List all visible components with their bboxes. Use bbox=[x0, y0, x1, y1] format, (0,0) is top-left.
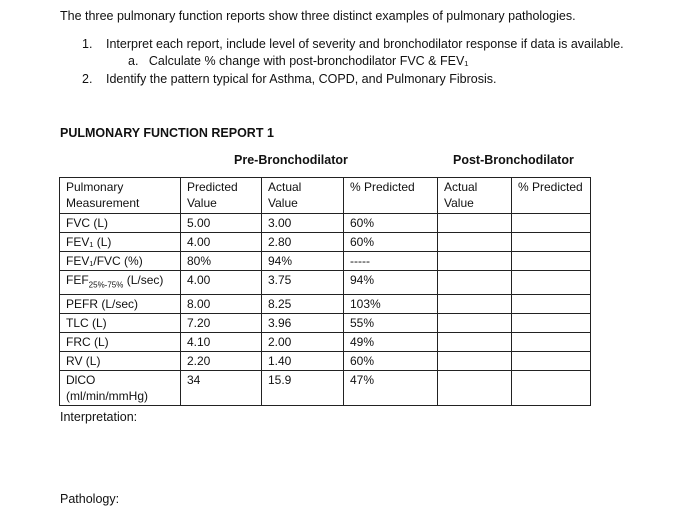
row-post-actual[interactable] bbox=[438, 214, 512, 233]
row-actual: 3.96 bbox=[262, 314, 344, 333]
report-title: PULMONARY FUNCTION REPORT 1 bbox=[60, 126, 274, 140]
table-row bbox=[60, 371, 591, 406]
table-row bbox=[60, 314, 591, 333]
row-predicted: 7.20 bbox=[181, 314, 262, 333]
question-1 bbox=[82, 37, 624, 51]
question-2 bbox=[82, 72, 496, 86]
row-predicted: 8.00 bbox=[181, 295, 262, 314]
post-bronchodilator-header: Post-Bronchodilator bbox=[453, 153, 574, 167]
row-post-actual[interactable] bbox=[438, 252, 512, 271]
question-1a bbox=[128, 54, 469, 68]
row-pct: 49% bbox=[344, 333, 438, 352]
header-post-actual: Actual Value bbox=[438, 178, 512, 214]
row-label: $FEF_{25\%-75\%}$ (L/sec) bbox=[60, 271, 181, 295]
row-actual: 2.80 bbox=[262, 233, 344, 252]
row-label: FEV₁/FVC (%) bbox=[60, 252, 181, 271]
table-row bbox=[60, 233, 591, 252]
row-post-pct[interactable] bbox=[512, 233, 591, 252]
row-pct: 55% bbox=[344, 314, 438, 333]
row-label: DlCO (ml/min/mmHg) bbox=[60, 371, 181, 406]
row-actual: 3.75 bbox=[262, 271, 344, 295]
row-post-pct[interactable] bbox=[512, 333, 591, 352]
row-predicted: 5.00 bbox=[181, 214, 262, 233]
question-1-text: Interpret each report, include level of severity and bronchodilator response if data is available. bbox=[106, 37, 624, 51]
row-actual: 1.40 bbox=[262, 352, 344, 371]
row-post-pct[interactable] bbox=[512, 214, 591, 233]
row-predicted: 4.10 bbox=[181, 333, 262, 352]
row-post-pct[interactable] bbox=[512, 295, 591, 314]
row-pct: 60% bbox=[344, 352, 438, 371]
row-predicted: 4.00 bbox=[181, 233, 262, 252]
row-predicted: 34 bbox=[181, 371, 262, 406]
header-post-pct-predicted: % Predicted bbox=[512, 178, 591, 214]
table-row bbox=[60, 295, 591, 314]
table-header-row bbox=[60, 178, 591, 214]
row-pct: 94% bbox=[344, 271, 438, 295]
table-row bbox=[60, 352, 591, 371]
row-post-pct[interactable] bbox=[512, 271, 591, 295]
row-pct: 47% bbox=[344, 371, 438, 406]
row-pct: ----- bbox=[344, 252, 438, 271]
row-predicted: 2.20 bbox=[181, 352, 262, 371]
interpretation-label: Interpretation: bbox=[60, 410, 138, 424]
header-pct-predicted: % Predicted bbox=[344, 178, 438, 214]
row-post-actual[interactable] bbox=[438, 233, 512, 252]
row-actual: 2.00 bbox=[262, 333, 344, 352]
table-row bbox=[60, 252, 591, 271]
row-actual: 15.9 bbox=[262, 371, 344, 406]
header-actual: Actual Value bbox=[262, 178, 344, 214]
header-measurement: Pulmonary Measurement bbox=[60, 178, 181, 214]
row-post-pct[interactable] bbox=[512, 352, 591, 371]
row-actual: 94% bbox=[262, 252, 344, 271]
question-1a-letter: a. bbox=[128, 54, 139, 68]
question-2-text: Identify the pattern typical for Asthma, COPD, and Pulmonary Fibrosis. bbox=[106, 72, 497, 86]
row-actual: 8.25 bbox=[262, 295, 344, 314]
row-post-pct[interactable] bbox=[512, 371, 591, 406]
row-post-actual[interactable] bbox=[438, 371, 512, 406]
question-1-number: 1. bbox=[82, 37, 93, 51]
row-post-actual[interactable] bbox=[438, 295, 512, 314]
row-pct: 60% bbox=[344, 214, 438, 233]
row-post-pct[interactable] bbox=[512, 314, 591, 333]
row-post-actual[interactable] bbox=[438, 333, 512, 352]
row-post-actual[interactable] bbox=[438, 271, 512, 295]
question-1a-text: Calculate % change with post-bronchodilator FVC & FEV₁ bbox=[148, 54, 469, 68]
pathology-label: Pathology: bbox=[60, 492, 120, 506]
row-post-actual[interactable] bbox=[438, 352, 512, 371]
pre-bronchodilator-header: Pre-Bronchodilator bbox=[234, 153, 348, 167]
table-row bbox=[60, 333, 591, 352]
question-2-number: 2. bbox=[82, 72, 93, 86]
row-label: FRC (L) bbox=[60, 333, 181, 352]
row-label: FEV₁ (L) bbox=[60, 233, 181, 252]
header-predicted: Predicted Value bbox=[181, 178, 262, 214]
row-pct: 103% bbox=[344, 295, 438, 314]
row-pct: 60% bbox=[344, 233, 438, 252]
row-label: FVC (L) bbox=[60, 214, 181, 233]
row-post-pct[interactable] bbox=[512, 252, 591, 271]
row-predicted: 80% bbox=[181, 252, 262, 271]
table-row bbox=[60, 214, 591, 233]
row-post-actual[interactable] bbox=[438, 314, 512, 333]
pulmonary-function-table bbox=[59, 177, 591, 406]
row-label: RV (L) bbox=[60, 352, 181, 371]
table-row bbox=[60, 271, 591, 295]
intro-text: The three pulmonary function reports show three distinct examples of pulmonary pathologies. bbox=[60, 9, 576, 23]
row-label: PEFR (L/sec) bbox=[60, 295, 181, 314]
row-predicted: 4.00 bbox=[181, 271, 262, 295]
row-label: TLC (L) bbox=[60, 314, 181, 333]
row-actual: 3.00 bbox=[262, 214, 344, 233]
